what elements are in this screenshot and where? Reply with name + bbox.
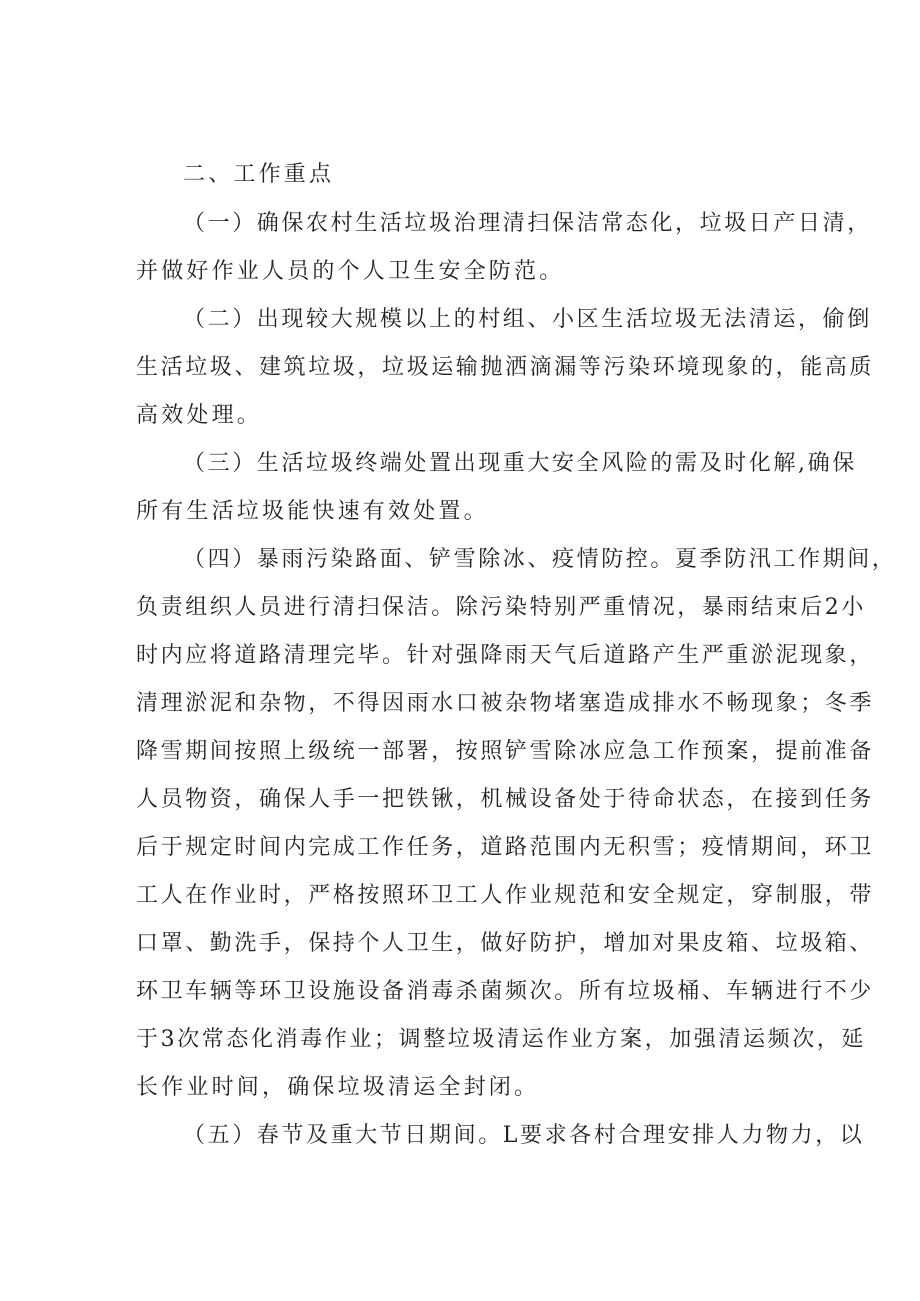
paragraph-4-line-7: 后于规定时间内完成工作任务，道路范围内无积雪；疫情期间，环卫 — [136, 835, 875, 860]
paragraph-2-line-2: 生活垃圾、建筑垃圾，垃圾运输抛洒滴漏等污染环境现象的，能高质 — [136, 355, 875, 380]
paragraph-4-line-2: 负责组织人员进行清扫保洁。除污染特别严重情况，暴雨结束后2小 — [136, 595, 866, 620]
paragraph-3-line-2: 所有生活垃圾能快速有效处置。 — [136, 499, 489, 524]
paragraph-5-line-1: （五）春节及重大节日期间。L要求各村合理安排人力物力，以 — [183, 1123, 865, 1148]
paragraph-4-line-11: 于3次常态化消毒作业；调整垃圾清运作业方案，加强清运频次，延 — [136, 1027, 866, 1052]
paragraph-4-line-3: 时内应将道路清理完毕。针对强降雨天气后道路产生严重淤泥现象， — [136, 643, 875, 668]
paragraph-4-line-10: 环卫车辆等环卫设施设备消毒杀菌频次。所有垃圾桶、车辆进行不少 — [136, 979, 875, 1004]
paragraph-2-line-1: （二）出现较大规模以上的村组、小区生活垃圾无法清运，偷倒 — [183, 307, 872, 332]
paragraph-4-line-5: 降雪期间按照上级统一部署，按照铲雪除冰应急工作预案，提前准备 — [136, 739, 875, 764]
paragraph-4-line-6: 人员物资，确保人手一把铁锹，机械设备处于待命状态，在接到任务 — [136, 787, 875, 812]
paragraph-1-line-1: （一）确保农村生活垃圾治理清扫保洁常态化，垃圾日产日清， — [183, 211, 872, 236]
paragraph-3-line-1: （三）生活垃圾终端处置出现重大安全风险的需及时化解,确保 — [183, 451, 857, 476]
paragraph-2-line-3: 高效处理。 — [136, 403, 263, 428]
paragraph-4-line-12: 长作业时间，确保垃圾清运全封闭。 — [136, 1075, 540, 1100]
paragraph-1-line-2: 并做好作业人员的个人卫生安全防范。 — [136, 259, 565, 284]
section-heading: 二、工作重点 — [183, 162, 335, 187]
paragraph-4-line-9: 口罩、勤洗手，保持个人卫生，做好防护，增加对果皮箱、垃圾箱、 — [136, 931, 875, 956]
paragraph-4-line-4: 清理淤泥和杂物，不得因雨水口被杂物堵塞造成排水不畅现象；冬季 — [136, 691, 875, 716]
paragraph-4-line-8: 工人在作业时，严格按照环卫工人作业规范和安全规定，穿制服，带 — [136, 883, 875, 908]
paragraph-4-line-1: （四）暴雨污染路面、铲雪除冰、疫情防控。夏季防汛工作期间， — [183, 547, 897, 572]
